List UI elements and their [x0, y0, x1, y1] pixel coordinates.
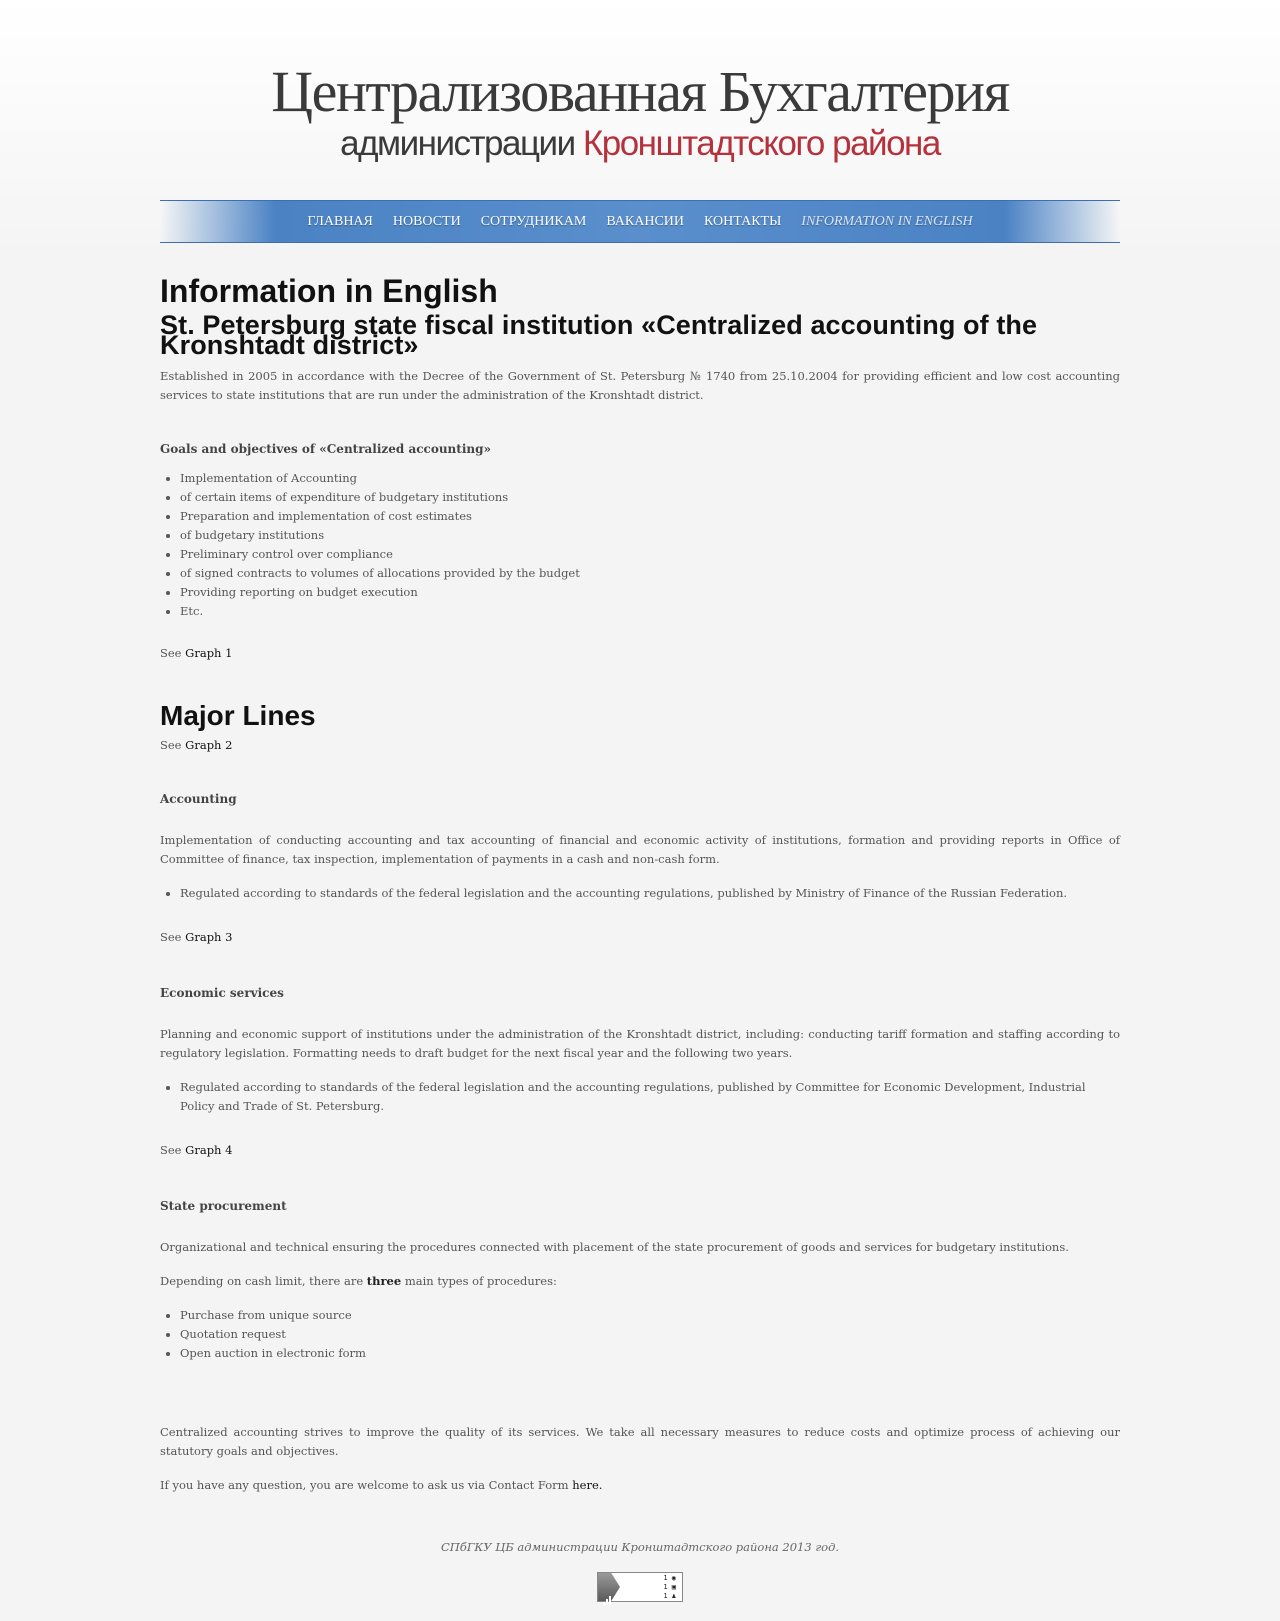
accounting-paragraph: Implementation of conducting accounting and tax accounting of financial and economic activity of institutions, formation and providing reports in Office of Committee of finance, tax inspection, implementation of payments in a cash and non-cash form. — [160, 833, 1120, 866]
procurement-intro-after: main types of procedures: — [401, 1274, 557, 1288]
list-item: • Open auction in electronic form — [180, 1344, 1120, 1363]
logo-subtitle-plain: администрации — [340, 124, 583, 163]
see-graph-2 — [160, 736, 1120, 755]
nav-item-employees[interactable]: СОТРУДНИКАМ — [480, 214, 587, 229]
question-paragraph — [160, 1476, 1120, 1495]
nav-item-home[interactable]: ГЛАВНАЯ — [307, 214, 373, 229]
list-item: • Etc. — [180, 602, 1120, 621]
counter-values — [663, 1574, 676, 1601]
economic-list — [160, 1078, 1120, 1116]
nav-item-english[interactable]: INFORMATION IN ENGLISH — [801, 214, 973, 229]
see-graph-4 — [160, 1141, 1120, 1160]
list-item: • Preparation and implementation of cost estimates — [180, 507, 1120, 526]
economic-heading: Economic services — [160, 986, 284, 1000]
accounting-heading: Accounting — [160, 792, 237, 806]
nav-item-contacts[interactable]: КОНТАКТЫ — [704, 214, 782, 229]
procedures-list — [160, 1306, 1120, 1363]
accounting-list — [160, 884, 1120, 903]
list-item: • Preliminary control over compliance — [180, 545, 1120, 564]
nav-item-news[interactable]: НОВОСТИ — [392, 214, 461, 229]
counter-visitors: 1 — [663, 1592, 668, 1600]
procurement-intro-bold: three — [366, 1274, 402, 1288]
graph-3-link[interactable]: Graph 3 — [185, 930, 233, 944]
see-graph-3 — [160, 928, 1120, 947]
eye-icon: ◉ — [671, 1574, 676, 1582]
procurement-heading: State procurement — [160, 1199, 287, 1213]
intro-paragraph: Established in 2005 in accordance with the Decree of the Government of St. Petersburg № 1740 from 25.10.2004 for providing efficient and low cost accounting services to state institutions that are run under the administration of the Kronshtadt district. — [160, 369, 1120, 402]
footer-copyright: СПбГКУ ЦБ администрации Кронштадтского района 2013 год. — [440, 1540, 840, 1554]
person-icon: ♟ — [671, 1592, 676, 1600]
list-item: • of budgetary institutions — [180, 526, 1120, 545]
counter-views: 1 — [663, 1574, 668, 1582]
main-navigation — [160, 200, 1120, 243]
see-label: See — [160, 646, 182, 660]
procurement-paragraph: Organizational and technical ensuring the procedures connected with placement of the state procurement of goods and services for budgetary institutions. — [160, 1240, 1069, 1254]
visit-icon: ▣ — [671, 1583, 676, 1591]
logo-subtitle — [160, 124, 1120, 164]
graph-2-link[interactable]: Graph 2 — [185, 738, 233, 752]
list-item: • of signed contracts to volumes of allocations provided by the budget — [180, 564, 1120, 583]
site-logo[interactable] — [160, 0, 1120, 200]
list-item: • Providing reporting on budget execution — [180, 583, 1120, 602]
major-lines-heading: Major Lines — [160, 700, 316, 731]
contact-form-link[interactable]: here. — [572, 1478, 603, 1492]
goals-list — [160, 469, 1120, 621]
see-label: See — [160, 738, 182, 752]
graph-1-link[interactable]: Graph 1 — [185, 646, 233, 660]
bar-chart-icon — [603, 1586, 612, 1595]
list-item: • of certain items of expenditure of budgetary institutions — [180, 488, 1120, 507]
question-text: If you have any question, you are welcome to ask us via Contact Form — [160, 1478, 573, 1492]
goals-heading: Goals and objectives of «Centralized accounting» — [160, 442, 491, 456]
list-item: • Regulated according to standards of the federal legislation and the accounting regulations, published by Ministry of Finance of the Russian Federation. — [180, 884, 1120, 903]
procurement-intro-before: Depending on cash limit, there are — [160, 1274, 367, 1288]
list-item: • Quotation request — [180, 1325, 1120, 1344]
counter-visits: 1 — [663, 1583, 668, 1591]
logo-subtitle-accent: Кронштадтского района — [582, 124, 940, 163]
graph-4-link[interactable]: Graph 4 — [185, 1143, 233, 1157]
economic-paragraph: Planning and economic support of institutions under the administration of the Kronshtadt district, including: conducting tariff formation and staffing according to regulatory legislation. Formatting needs to draft budget for the next fiscal year and the following two years. — [160, 1027, 1120, 1060]
see-label: See — [160, 930, 182, 944]
page-subtitle: St. Petersburg state fiscal institution «Centralized accounting of the Kronshtadt district» — [160, 310, 1038, 360]
visit-counter-badge[interactable] — [597, 1572, 683, 1602]
list-item: • Regulated according to standards of the federal legislation and the accounting regulations, published by Committee for Economic Development, Industrial Policy and Trade of St. Petersburg. — [180, 1078, 1120, 1116]
logo-title: Централизованная Бухгалтерия — [271, 59, 1009, 124]
main-content — [160, 243, 1120, 1495]
procurement-intro — [160, 1272, 1120, 1291]
see-graph-1 — [160, 644, 1120, 663]
page — [160, 0, 1120, 1602]
closing-paragraph: Centralized accounting strives to improve the quality of its services. We take all necessary measures to reduce costs and optimize process of achieving our statutory goals and objectives. — [160, 1425, 1120, 1458]
list-item: • Purchase from unique source — [180, 1306, 1120, 1325]
nav-item-vacancies[interactable]: ВАКАНСИИ — [606, 214, 685, 229]
page-title: Information in English — [160, 273, 498, 309]
see-label: See — [160, 1143, 182, 1157]
list-item: • Implementation of Accounting — [180, 469, 1120, 488]
